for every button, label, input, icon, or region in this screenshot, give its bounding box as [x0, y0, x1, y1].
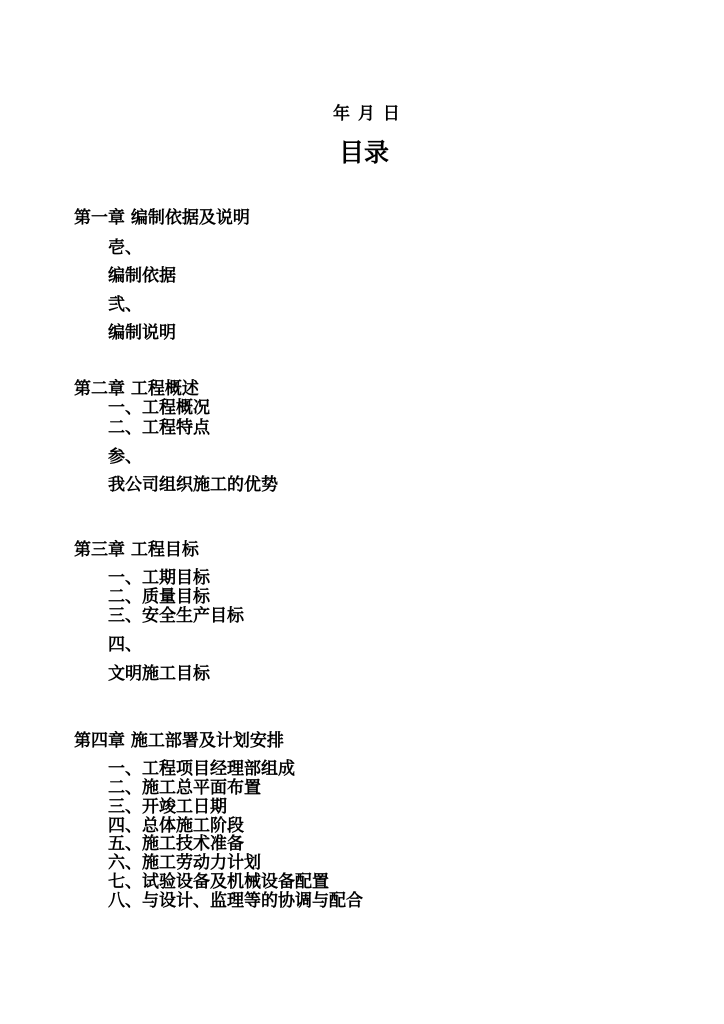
toc-item: 三、安全生产目标 [108, 606, 244, 626]
chapter-2-title: 第二章 工程概述 [74, 379, 199, 399]
date-line: 年 月 日 [333, 104, 401, 124]
toc-item: 三、开竣工日期 [108, 797, 227, 817]
toc-item: 一、工程概况 [108, 398, 210, 418]
toc-item: 一、工期目标 [108, 568, 210, 588]
toc-item: 二、施工总平面布置 [108, 778, 261, 798]
chapter-4-title: 第四章 施工部署及计划安排 [74, 731, 284, 751]
toc-item: 七、试验设备及机械设备配置 [108, 872, 329, 892]
toc-item: 我公司组织施工的优势 [108, 475, 278, 495]
toc-title: 目录 [339, 138, 390, 167]
chapter-1-title: 第一章 编制依据及说明 [74, 208, 250, 228]
toc-item: 四、 [108, 635, 142, 655]
toc-item: 八、与设计、监理等的协调与配合 [108, 891, 363, 911]
toc-item: 四、总体施工阶段 [108, 816, 244, 836]
toc-item: 编制说明 [108, 323, 176, 343]
toc-item: 壱、 [108, 238, 142, 258]
toc-item: 编制依据 [108, 266, 176, 286]
toc-item: 二、质量目标 [108, 587, 210, 607]
toc-item: 弐、 [108, 295, 142, 315]
toc-item: 五、施工技术准备 [108, 834, 244, 854]
chapter-3-title: 第三章 工程目标 [74, 540, 199, 560]
toc-item: 文明施工目标 [108, 664, 210, 684]
toc-item: 二、工程特点 [108, 418, 210, 438]
toc-item: 参、 [108, 447, 142, 467]
toc-item: 一、工程项目经理部组成 [108, 759, 295, 779]
toc-item: 六、施工劳动力计划 [108, 853, 261, 873]
